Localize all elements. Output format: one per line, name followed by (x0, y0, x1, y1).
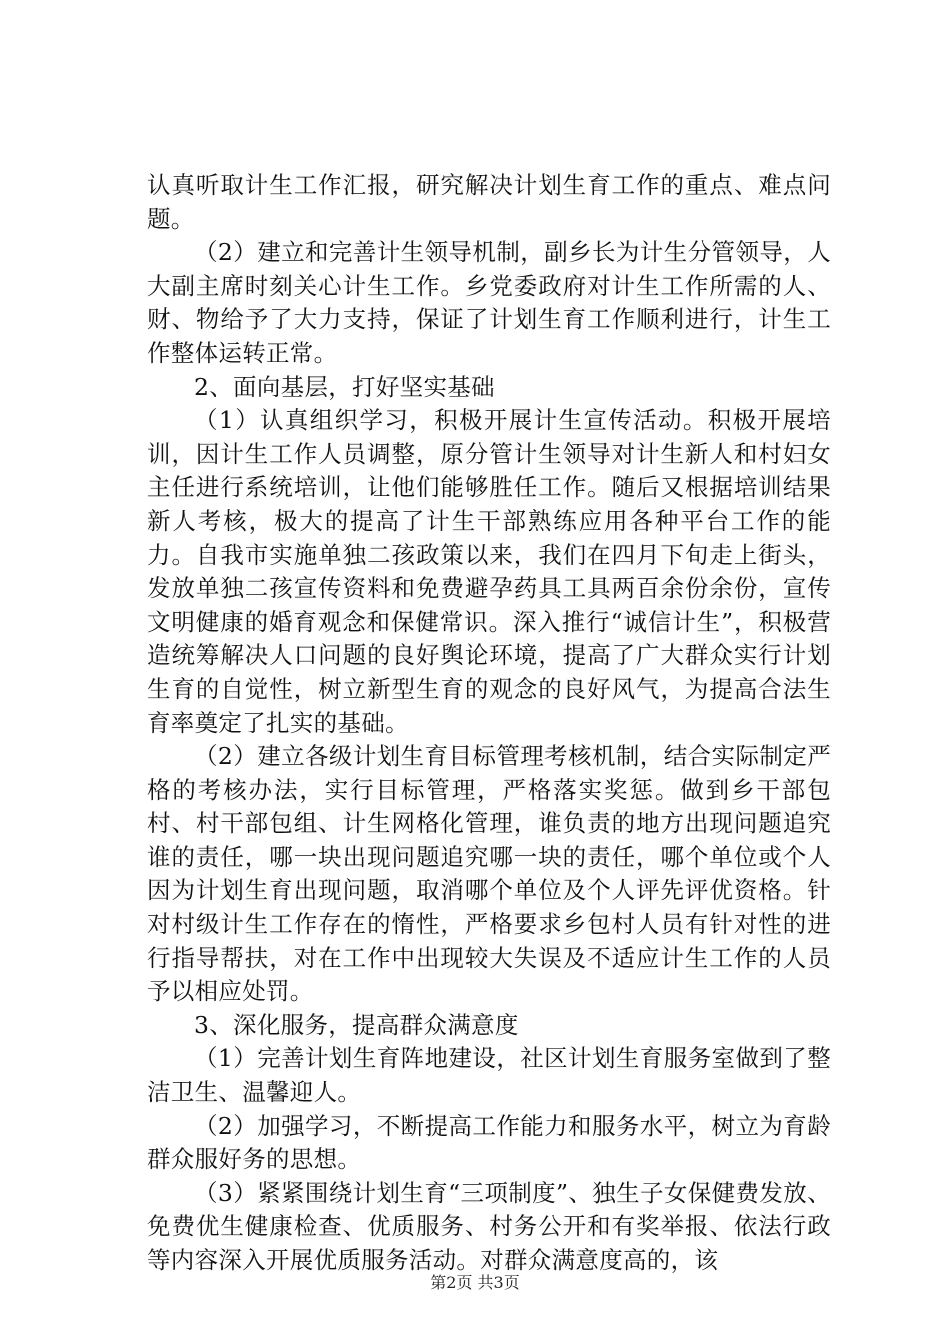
section-heading-2: 2、面向基层，打好坚实基础 (194, 372, 495, 401)
paragraph-6: （2）加强学习，不断提高工作能力和服务水平，树立为育龄群众服好务的思想。 (147, 1111, 831, 1174)
page-number-footer: 第2页 共3页 (430, 1273, 520, 1292)
section-heading-3: 3、深化服务，提高群众满意度 (194, 1010, 519, 1039)
paragraph-2: （2）建立和完善计生领导机制，副乡长为计生分管领导，人大副主席时刻关心计生工作。乡党委政府对计生工作所需的人、财、物给予了大力支持，保证了计划生育工作顺利进行，计生工作整体运转正常。 (147, 238, 831, 367)
paragraph-4: （2）建立各级计划生育目标管理考核机制，结合实际制定严格的考核办法，实行目标管理，严格落实奖惩。做到乡干部包村、村干部包组、计生网格化管理，谁负责的地方出现问题追究谁的责任，哪一块出现问题追究哪一块的责任，哪个单位或个人因为计划生育出现问题，取消哪个单位及个人评先评优资格。针对村级计生工作存在的惰性，严格要求乡包村人员有针对性的进行指导帮扶，对在工作中出现较大失误及不适应计生工作的人员予以相应处罚。 (147, 742, 831, 1006)
paragraph-3: （1）认真组织学习，积极开展计生宣传活动。积极开展培训，因计生工作人员调整，原分管计生领导对计生新人和村妇女主任进行系统培训，让他们能够胜任工作。随后又根据培训结果新人考核，极大的提高了计生干部熟练应用各种平台工作的能力。自我市实施单独二孩政策以来，我们在四月下旬走上街头，发放单独二孩宣传资料和免费避孕药具工具两百余份余份，宣传文明健康的婚育观念和保健常识。深入推行“诚信计生”，积极营造统筹解决人口问题的良好舆论环境，提高了广大群众实行计划生育的自觉性，树立新型生育的观念的良好风气，为提高合法生育率奠定了扎实的基础。 (147, 406, 831, 737)
paragraph-1: 认真听取计生工作汇报，研究解决计划生育工作的重点、难点问题。 (147, 171, 831, 233)
paragraph-7: （3）紧紧围绕计划生育“三项制度”、独生子女保健费发放、免费优生健康检查、优质服务、村务公开和有奖举报、依法行政等内容深入开展优质服务活动。对群众满意度高的，该 (147, 1178, 831, 1274)
paragraph-5: （1）完善计划生育阵地建设，社区计划生育服务室做到了整洁卫生、温馨迎人。 (147, 1044, 831, 1107)
document-body (147, 169, 831, 1278)
